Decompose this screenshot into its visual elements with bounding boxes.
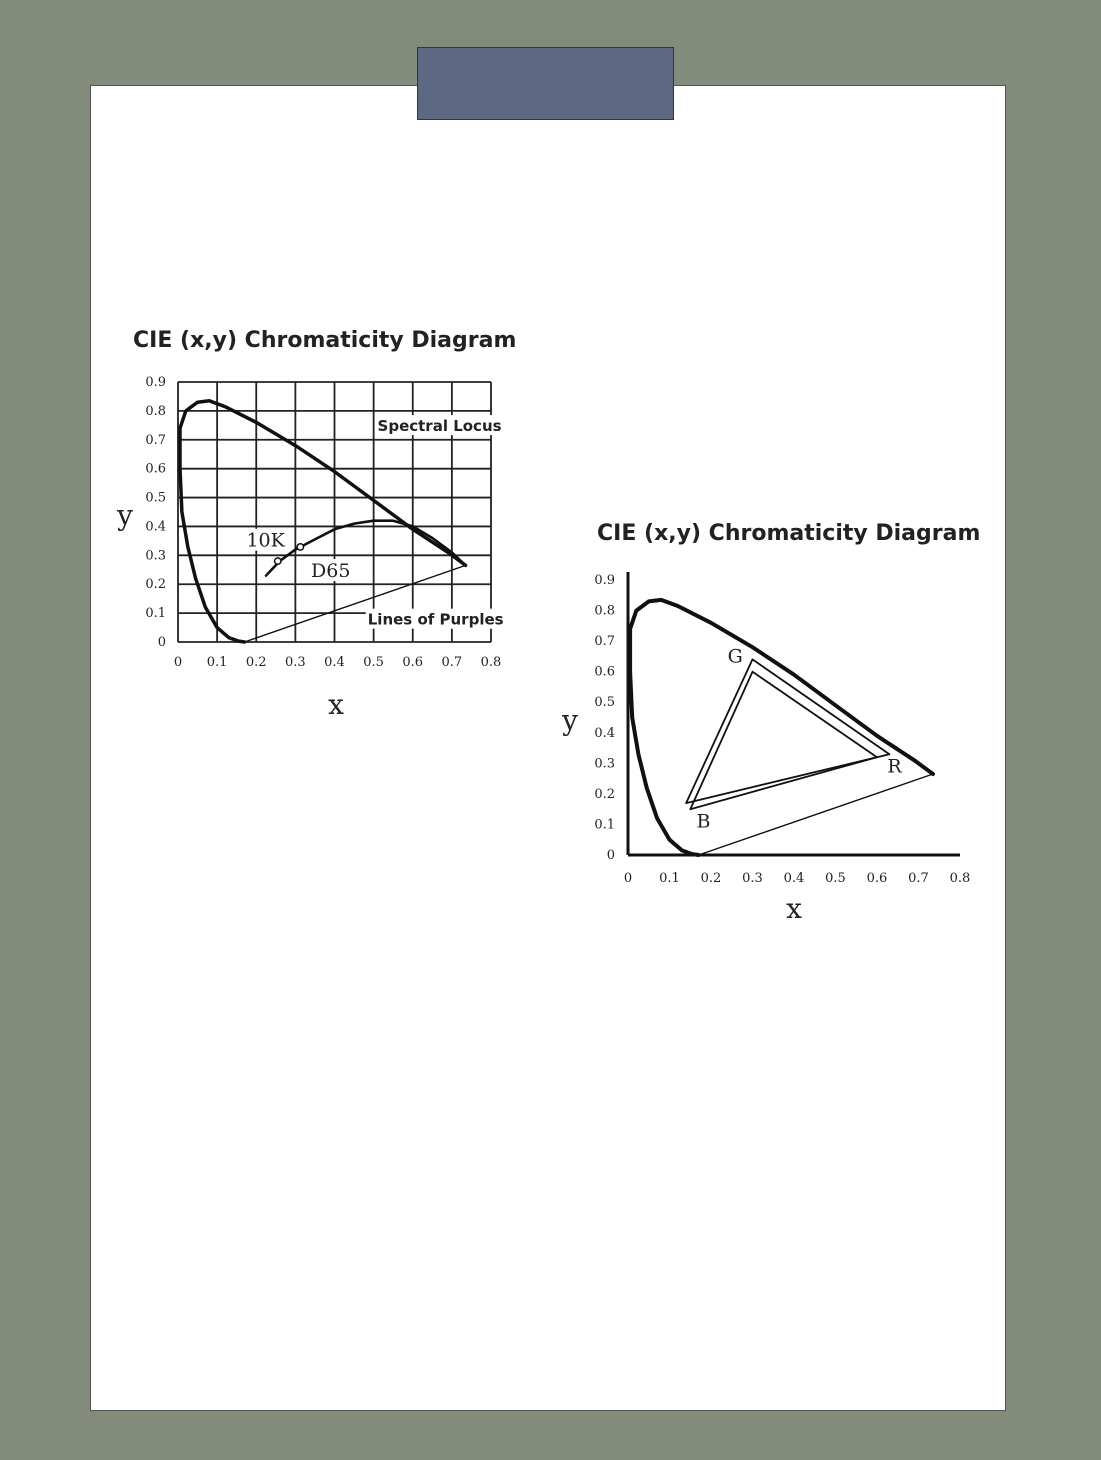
- y-tick-label: 0.9: [594, 573, 615, 588]
- annotation-spectral-locus: Spectral Locus: [377, 417, 502, 436]
- y-tick-label: 0.1: [145, 606, 166, 622]
- x-tick-label: 0.4: [324, 655, 345, 670]
- annotation-lines-of-purples: Lines of Purples: [367, 610, 504, 629]
- annotation-10k: 10K: [246, 529, 285, 552]
- white-point-marker: [275, 558, 281, 564]
- y-tick-label: 0.1: [594, 817, 615, 833]
- gamut-triangle-inner: [690, 672, 877, 810]
- y-tick-label: 0.3: [594, 756, 615, 772]
- chromaticity-chart-left: [100, 320, 540, 730]
- y-tick-label: 0.6: [145, 461, 166, 477]
- x-tick-label: 0.6: [866, 871, 888, 886]
- lines-of-purples-line: [699, 774, 933, 855]
- annotation-b: B: [696, 810, 711, 833]
- y-tick-label: 0.6: [594, 664, 615, 680]
- y-axis-label: y: [117, 499, 133, 532]
- spectral-locus-curve: [630, 600, 933, 855]
- x-tick-label: 0.3: [742, 871, 763, 886]
- y-tick-label: 0.7: [145, 432, 166, 448]
- y-tick-label: 0.9: [145, 375, 166, 390]
- title-tab: [417, 47, 674, 120]
- x-tick-label: 0.5: [825, 871, 846, 886]
- y-tick-label: 0.4: [145, 519, 166, 535]
- y-tick-label: 0: [157, 635, 166, 650]
- annotation-g: G: [727, 645, 743, 668]
- y-tick-label: 0: [606, 848, 615, 863]
- annotation-r: R: [887, 755, 902, 778]
- y-tick-label: 0.7: [594, 634, 615, 650]
- y-tick-label: 0.4: [594, 725, 615, 741]
- x-tick-label: 0.2: [245, 655, 267, 670]
- x-tick-label: 0.1: [659, 871, 680, 886]
- x-tick-label: 0: [173, 655, 183, 670]
- spectral-locus-curve: [180, 401, 466, 642]
- white-point-marker: [297, 544, 303, 550]
- chart-title: CIE (x,y) Chromaticity Diagram: [597, 521, 981, 546]
- x-axis-label: x: [786, 892, 802, 925]
- x-tick-label: 0.5: [363, 655, 384, 670]
- x-axis-label: x: [328, 688, 344, 721]
- y-tick-label: 0.8: [145, 403, 166, 419]
- y-tick-label: 0.5: [145, 490, 166, 506]
- x-tick-label: 0: [623, 871, 633, 886]
- x-tick-label: 0.3: [285, 655, 306, 670]
- y-axis-label: y: [562, 704, 578, 737]
- y-tick-label: 0.3: [145, 548, 166, 564]
- chart-title: CIE (x,y) Chromaticity Diagram: [133, 328, 517, 353]
- chromaticity-chart-right: [550, 510, 1000, 930]
- y-tick-label: 0.2: [594, 786, 615, 802]
- x-tick-label: 0.7: [441, 655, 463, 670]
- x-tick-label: 0.6: [402, 655, 424, 670]
- y-tick-label: 0.8: [594, 603, 615, 619]
- x-tick-label: 0.8: [949, 871, 971, 886]
- x-tick-label: 0.4: [783, 871, 805, 886]
- y-tick-label: 0.5: [594, 695, 615, 711]
- lines-of-purples-line: [245, 565, 466, 642]
- annotation-d65: D65: [311, 560, 351, 582]
- x-tick-label: 0.1: [206, 655, 228, 670]
- y-tick-label: 0.2: [145, 577, 166, 593]
- x-tick-label: 0.7: [908, 871, 929, 886]
- x-tick-label: 0.8: [480, 655, 502, 670]
- x-tick-label: 0.2: [700, 871, 722, 886]
